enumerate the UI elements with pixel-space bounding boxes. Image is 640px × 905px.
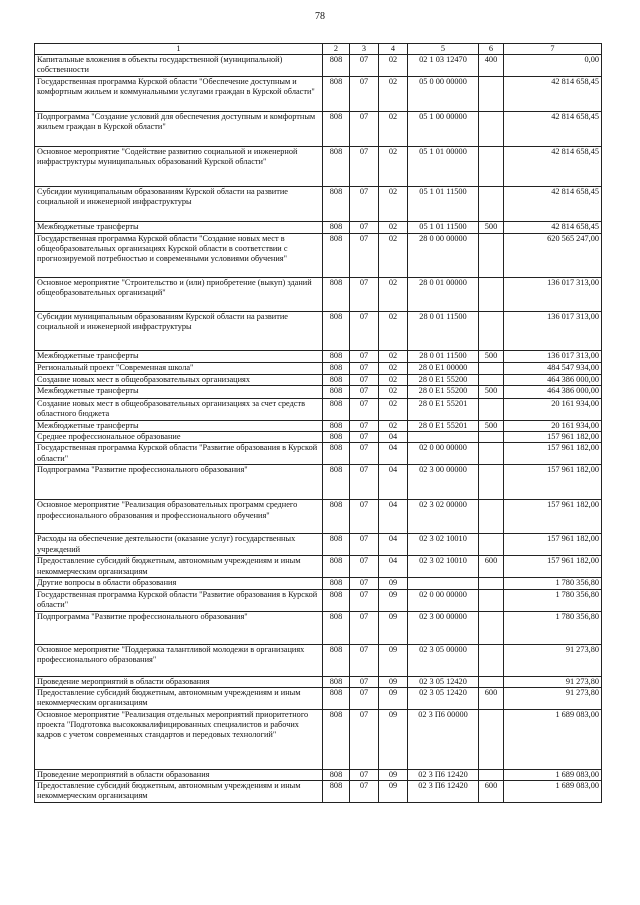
amount-cell: 157 961 182,00 <box>504 443 602 465</box>
section-cell: 07 <box>350 77 379 112</box>
subsection-cell: 02 <box>379 375 408 386</box>
expense-type-cell <box>479 432 504 443</box>
target-code-cell: 02 3 05 12420 <box>408 687 479 709</box>
section-cell: 07 <box>350 222 379 234</box>
admin-code-cell: 808 <box>323 375 350 386</box>
target-code-cell: 02 3 00 00000 <box>408 465 479 500</box>
amount-cell: 620 565 247,00 <box>504 234 602 278</box>
row-name-cell: Другие вопросы в области образования <box>35 578 323 589</box>
admin-code-cell: 808 <box>323 278 350 312</box>
target-code-cell: 28 0 Е1 55201 <box>408 421 479 432</box>
expense-type-cell: 500 <box>479 421 504 432</box>
expense-type-cell <box>479 443 504 465</box>
header-cell: 7 <box>504 44 602 55</box>
amount-cell: 91 273,80 <box>504 644 602 676</box>
expense-type-cell: 400 <box>479 55 504 77</box>
amount-cell: 157 961 182,00 <box>504 556 602 578</box>
target-code-cell: 02 3 П6 00000 <box>408 709 479 769</box>
amount-cell: 1 780 356,80 <box>504 578 602 589</box>
expense-type-cell <box>479 363 504 375</box>
expense-type-cell: 600 <box>479 556 504 578</box>
expense-type-cell <box>479 589 504 611</box>
expense-type-cell <box>479 534 504 556</box>
subsection-cell: 04 <box>379 534 408 556</box>
subsection-cell: 09 <box>379 709 408 769</box>
row-name-cell: Создание новых мест в общеобразовательных организациях за счет средств областного бюджета <box>35 399 323 421</box>
table-row <box>35 386 602 399</box>
subsection-cell: 04 <box>379 443 408 465</box>
amount-cell: 157 961 182,00 <box>504 432 602 443</box>
target-code-cell: 28 0 Е1 00000 <box>408 363 479 375</box>
admin-code-cell: 808 <box>323 500 350 534</box>
row-name-cell: Подпрограмма "Создание условий для обеспечения доступным и комфортным жильем граждан в Курской области" <box>35 112 323 147</box>
header-cell: 4 <box>379 44 408 55</box>
row-name-cell: Межбюджетные трансферты <box>35 222 323 234</box>
expense-type-cell <box>479 709 504 769</box>
table-row <box>35 556 602 578</box>
section-cell: 07 <box>350 55 379 77</box>
admin-code-cell: 808 <box>323 399 350 421</box>
amount-cell: 20 161 934,00 <box>504 421 602 432</box>
header-cell: 1 <box>35 44 323 55</box>
subsection-cell: 02 <box>379 399 408 421</box>
target-code-cell: 28 0 Е1 55201 <box>408 399 479 421</box>
admin-code-cell: 808 <box>323 578 350 589</box>
admin-code-cell: 808 <box>323 534 350 556</box>
amount-cell: 157 961 182,00 <box>504 465 602 500</box>
table-row <box>35 589 602 611</box>
row-name-cell: Межбюджетные трансферты <box>35 421 323 432</box>
expense-type-cell <box>479 278 504 312</box>
target-code-cell: 02 0 00 00000 <box>408 589 479 611</box>
section-cell: 07 <box>350 312 379 351</box>
amount-cell: 464 386 000,00 <box>504 386 602 399</box>
expense-type-cell <box>479 578 504 589</box>
target-code-cell: 28 0 Е1 55200 <box>408 375 479 386</box>
row-name-cell: Расходы на обеспечение деятельности (оказание услуг) государственных учреждений <box>35 534 323 556</box>
subsection-cell: 02 <box>379 234 408 278</box>
row-name-cell: Государственная программа Курской области "Развитие образования в Курской области" <box>35 589 323 611</box>
expense-type-cell: 500 <box>479 222 504 234</box>
section-cell: 07 <box>350 644 379 676</box>
table-row <box>35 399 602 421</box>
amount-cell: 1 689 083,00 <box>504 769 602 780</box>
admin-code-cell: 808 <box>323 147 350 187</box>
row-name-cell: Государственная программа Курской области "Создание новых мест в общеобразовательных организациях Курской области в соответствии с прогнозируемой потребностью и современными условиями обучения" <box>35 234 323 278</box>
target-code-cell: 02 1 03 12470 <box>408 55 479 77</box>
table-row <box>35 534 602 556</box>
admin-code-cell: 808 <box>323 55 350 77</box>
admin-code-cell: 808 <box>323 611 350 644</box>
section-cell: 07 <box>350 709 379 769</box>
target-code-cell: 02 3 П6 12420 <box>408 780 479 802</box>
expense-type-cell <box>479 234 504 278</box>
amount-cell: 1 689 083,00 <box>504 780 602 802</box>
amount-cell: 42 814 658,45 <box>504 187 602 222</box>
subsection-cell: 02 <box>379 278 408 312</box>
admin-code-cell: 808 <box>323 112 350 147</box>
table-header-row <box>35 44 602 55</box>
subsection-cell: 02 <box>379 363 408 375</box>
target-code-cell: 05 1 00 00000 <box>408 112 479 147</box>
subsection-cell: 09 <box>379 676 408 687</box>
admin-code-cell: 808 <box>323 780 350 802</box>
expense-type-cell <box>479 312 504 351</box>
expense-type-cell <box>479 611 504 644</box>
section-cell: 07 <box>350 578 379 589</box>
row-name-cell: Среднее профессиональное образование <box>35 432 323 443</box>
amount-cell: 157 961 182,00 <box>504 500 602 534</box>
target-code-cell: 28 0 01 00000 <box>408 278 479 312</box>
section-cell: 07 <box>350 421 379 432</box>
section-cell: 07 <box>350 432 379 443</box>
section-cell: 07 <box>350 112 379 147</box>
section-cell: 07 <box>350 147 379 187</box>
expense-type-cell <box>479 77 504 112</box>
section-cell: 07 <box>350 187 379 222</box>
admin-code-cell: 808 <box>323 589 350 611</box>
table-row <box>35 375 602 386</box>
expense-type-cell <box>479 187 504 222</box>
admin-code-cell: 808 <box>323 676 350 687</box>
expense-type-cell <box>479 676 504 687</box>
subsection-cell: 02 <box>379 77 408 112</box>
header-cell: 3 <box>350 44 379 55</box>
expense-type-cell: 600 <box>479 687 504 709</box>
table-row <box>35 187 602 222</box>
section-cell: 07 <box>350 278 379 312</box>
table-row <box>35 500 602 534</box>
amount-cell: 20 161 934,00 <box>504 399 602 421</box>
admin-code-cell: 808 <box>323 769 350 780</box>
target-code-cell: 05 1 01 11500 <box>408 222 479 234</box>
amount-cell: 42 814 658,45 <box>504 77 602 112</box>
table-row <box>35 611 602 644</box>
amount-cell: 136 017 313,00 <box>504 278 602 312</box>
table-row <box>35 421 602 432</box>
expense-type-cell <box>479 644 504 676</box>
admin-code-cell: 808 <box>323 644 350 676</box>
subsection-cell: 09 <box>379 687 408 709</box>
row-name-cell: Проведение мероприятий в области образования <box>35 676 323 687</box>
target-code-cell: 28 0 Е1 55200 <box>408 386 479 399</box>
row-name-cell: Подпрограмма "Развитие профессионального образования" <box>35 465 323 500</box>
row-name-cell: Региональный проект "Современная школа" <box>35 363 323 375</box>
admin-code-cell: 808 <box>323 363 350 375</box>
admin-code-cell: 808 <box>323 351 350 363</box>
section-cell: 07 <box>350 769 379 780</box>
row-name-cell: Подпрограмма "Развитие профессионального образования" <box>35 611 323 644</box>
amount-cell: 0,00 <box>504 55 602 77</box>
row-name-cell: Создание новых мест в общеобразовательных организациях <box>35 375 323 386</box>
row-name-cell: Предоставление субсидий бюджетным, автономным учреждениям и иным некоммерческим организациям <box>35 687 323 709</box>
header-cell: 5 <box>408 44 479 55</box>
target-code-cell: 02 3 02 10010 <box>408 534 479 556</box>
expense-type-cell: 500 <box>479 386 504 399</box>
admin-code-cell: 808 <box>323 77 350 112</box>
table-row <box>35 222 602 234</box>
subsection-cell: 09 <box>379 611 408 644</box>
amount-cell: 464 386 000,00 <box>504 375 602 386</box>
expense-type-cell <box>479 112 504 147</box>
target-code-cell: 02 3 02 10010 <box>408 556 479 578</box>
subsection-cell: 09 <box>379 578 408 589</box>
expense-type-cell <box>479 375 504 386</box>
amount-cell: 91 273,80 <box>504 687 602 709</box>
table-row <box>35 351 602 363</box>
subsection-cell: 04 <box>379 500 408 534</box>
section-cell: 07 <box>350 500 379 534</box>
subsection-cell: 02 <box>379 312 408 351</box>
row-name-cell: Государственная программа Курской области "Развитие образования в Курской области" <box>35 443 323 465</box>
section-cell: 07 <box>350 363 379 375</box>
target-code-cell: 02 3 02 00000 <box>408 500 479 534</box>
table-row <box>35 234 602 278</box>
row-name-cell: Основное мероприятие "Содействие развитию социальной и инженерной инфраструктуры муниципальных образований Курской области" <box>35 147 323 187</box>
expense-type-cell <box>479 399 504 421</box>
target-code-cell: 05 0 00 00000 <box>408 77 479 112</box>
section-cell: 07 <box>350 780 379 802</box>
subsection-cell: 04 <box>379 556 408 578</box>
admin-code-cell: 808 <box>323 312 350 351</box>
row-name-cell: Основное мероприятие "Строительство и (или) приобретение (выкуп) зданий общеобразовательных организаций" <box>35 278 323 312</box>
subsection-cell: 02 <box>379 386 408 399</box>
target-code-cell: 02 0 00 00000 <box>408 443 479 465</box>
target-code-cell <box>408 432 479 443</box>
admin-code-cell: 808 <box>323 386 350 399</box>
admin-code-cell: 808 <box>323 465 350 500</box>
expense-type-cell: 500 <box>479 351 504 363</box>
admin-code-cell: 808 <box>323 556 350 578</box>
amount-cell: 42 814 658,45 <box>504 222 602 234</box>
target-code-cell: 28 0 00 00000 <box>408 234 479 278</box>
section-cell: 07 <box>350 386 379 399</box>
admin-code-cell: 808 <box>323 421 350 432</box>
amount-cell: 1 689 083,00 <box>504 709 602 769</box>
amount-cell: 91 273,80 <box>504 676 602 687</box>
admin-code-cell: 808 <box>323 687 350 709</box>
expense-type-cell: 600 <box>479 780 504 802</box>
table-row <box>35 578 602 589</box>
table-row <box>35 278 602 312</box>
row-name-cell: Капитальные вложения в объекты государственной (муниципальной) собственности <box>35 55 323 77</box>
section-cell: 07 <box>350 375 379 386</box>
amount-cell: 42 814 658,45 <box>504 112 602 147</box>
table-row <box>35 709 602 769</box>
section-cell: 07 <box>350 534 379 556</box>
amount-cell: 1 780 356,80 <box>504 589 602 611</box>
amount-cell: 484 547 934,00 <box>504 363 602 375</box>
table-row <box>35 77 602 112</box>
header-cell: 2 <box>323 44 350 55</box>
section-cell: 07 <box>350 687 379 709</box>
admin-code-cell: 808 <box>323 432 350 443</box>
admin-code-cell: 808 <box>323 443 350 465</box>
table-row <box>35 112 602 147</box>
section-cell: 07 <box>350 676 379 687</box>
budget-table <box>34 43 602 803</box>
target-code-cell: 02 3 00 00000 <box>408 611 479 644</box>
target-code-cell: 02 3 05 12420 <box>408 676 479 687</box>
table-row <box>35 147 602 187</box>
target-code-cell: 05 1 01 11500 <box>408 187 479 222</box>
section-cell: 07 <box>350 589 379 611</box>
row-name-cell: Основное мероприятие "Реализация образовательных программ среднего профессионального образования и профессионального обучения" <box>35 500 323 534</box>
page-number: 78 <box>315 11 325 22</box>
table-row <box>35 55 602 77</box>
subsection-cell: 02 <box>379 55 408 77</box>
row-name-cell: Проведение мероприятий в области образования <box>35 769 323 780</box>
row-name-cell: Предоставление субсидий бюджетным, автономным учреждениям и иным некоммерческим организациям <box>35 780 323 802</box>
target-code-cell: 05 1 01 00000 <box>408 147 479 187</box>
table-row <box>35 443 602 465</box>
admin-code-cell: 808 <box>323 187 350 222</box>
amount-cell: 157 961 182,00 <box>504 534 602 556</box>
table-row <box>35 687 602 709</box>
subsection-cell: 09 <box>379 589 408 611</box>
table-row <box>35 465 602 500</box>
target-code-cell: 02 3 П6 12420 <box>408 769 479 780</box>
expense-type-cell <box>479 769 504 780</box>
subsection-cell: 09 <box>379 644 408 676</box>
table-row <box>35 312 602 351</box>
row-name-cell: Основное мероприятие "Реализация отдельных мероприятий приоритетного проекта "Подготовка высококвалифицированных специалистов и рабочих кадров с учетом современных стандартов и передовых технологий" <box>35 709 323 769</box>
subsection-cell: 02 <box>379 112 408 147</box>
table-row <box>35 780 602 802</box>
section-cell: 07 <box>350 234 379 278</box>
section-cell: 07 <box>350 443 379 465</box>
subsection-cell: 09 <box>379 780 408 802</box>
amount-cell: 42 814 658,45 <box>504 147 602 187</box>
target-code-cell: 28 0 01 11500 <box>408 351 479 363</box>
subsection-cell: 04 <box>379 465 408 500</box>
header-cell: 6 <box>479 44 504 55</box>
table-row <box>35 363 602 375</box>
subsection-cell: 09 <box>379 769 408 780</box>
section-cell: 07 <box>350 351 379 363</box>
table-row <box>35 432 602 443</box>
amount-cell: 136 017 313,00 <box>504 351 602 363</box>
subsection-cell: 02 <box>379 187 408 222</box>
amount-cell: 1 780 356,80 <box>504 611 602 644</box>
row-name-cell: Субсидии муниципальным образованиям Курской области на развитие социальной и инженерной инфраструктуры <box>35 312 323 351</box>
row-name-cell: Межбюджетные трансферты <box>35 351 323 363</box>
row-name-cell: Межбюджетные трансферты <box>35 386 323 399</box>
target-code-cell: 28 0 01 11500 <box>408 312 479 351</box>
subsection-cell: 02 <box>379 147 408 187</box>
row-name-cell: Субсидии муниципальным образованиям Курской области на развитие социальной и инженерной инфраструктуры <box>35 187 323 222</box>
subsection-cell: 02 <box>379 421 408 432</box>
expense-type-cell <box>479 147 504 187</box>
admin-code-cell: 808 <box>323 709 350 769</box>
row-name-cell: Государственная программа Курской области "Обеспечение доступным и комфортным жильем и коммунальными услугами граждан в Курской области" <box>35 77 323 112</box>
section-cell: 07 <box>350 399 379 421</box>
admin-code-cell: 808 <box>323 234 350 278</box>
subsection-cell: 02 <box>379 222 408 234</box>
target-code-cell <box>408 578 479 589</box>
section-cell: 07 <box>350 556 379 578</box>
target-code-cell: 02 3 05 00000 <box>408 644 479 676</box>
subsection-cell: 04 <box>379 432 408 443</box>
table-row <box>35 644 602 676</box>
amount-cell: 136 017 313,00 <box>504 312 602 351</box>
section-cell: 07 <box>350 611 379 644</box>
section-cell: 07 <box>350 465 379 500</box>
expense-type-cell <box>479 465 504 500</box>
table-row <box>35 676 602 687</box>
subsection-cell: 02 <box>379 351 408 363</box>
expense-type-cell <box>479 500 504 534</box>
admin-code-cell: 808 <box>323 222 350 234</box>
row-name-cell: Основное мероприятие "Поддержка талантливой молодежи в организациях профессионального образования" <box>35 644 323 676</box>
row-name-cell: Предоставление субсидий бюджетным, автономным учреждениям и иным некоммерческим организациям <box>35 556 323 578</box>
table-row <box>35 769 602 780</box>
